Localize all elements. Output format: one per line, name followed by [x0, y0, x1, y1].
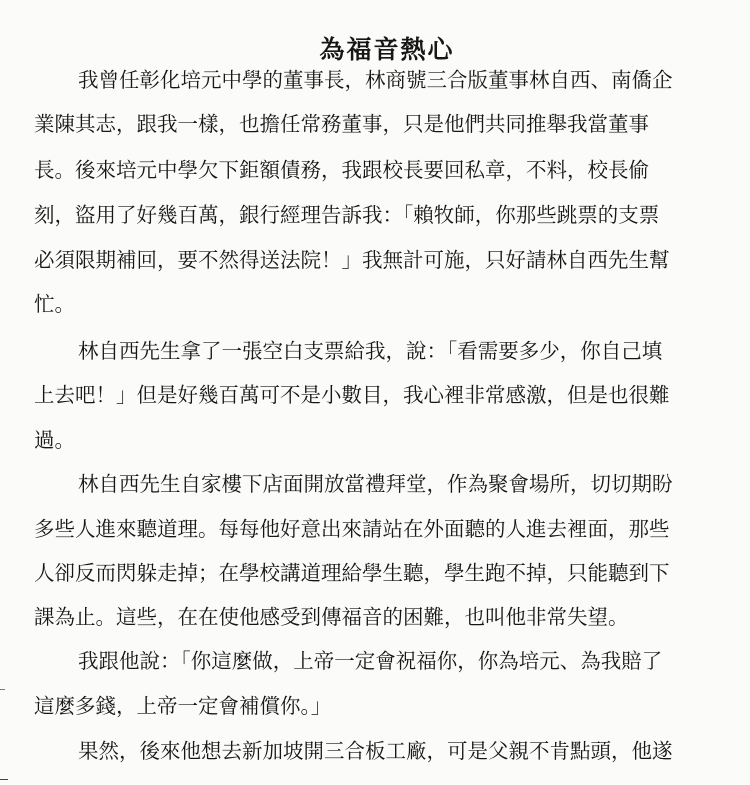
text-line: 我跟他說：「你這麼做，上帝一定會祝福你，你為培元、為我賠了: [78, 649, 663, 673]
text-line: 這麼多錢，上帝一定會補償你。」: [34, 694, 332, 718]
text-line: 忙。: [34, 292, 75, 316]
text-line: 多些人進來聽道理。每每他好意出來請站在外面聽的人進去裡面，那些: [34, 517, 670, 541]
text-line: 林自西先生自家樓下店面開放當禮拜堂，作為聚會場所，切切期盼: [78, 472, 673, 496]
scan-mark: [0, 689, 5, 690]
text-line: 林自西先生拿了一張空白支票給我，說：「看需要多少，你自己填: [78, 339, 663, 363]
scan-mark: [0, 779, 8, 780]
page-title: 為福音熱心: [319, 35, 455, 64]
text-line: 果然，後來他想去新加坡開三合板工廠，可是父親不肯點頭，他遂: [78, 739, 673, 763]
text-line: 課為止。這些，在在使他感受到傳福音的困難，也叫他非常失望。: [34, 605, 629, 629]
text-line: 長。後來培元中學欠下鉅額債務，我跟校長要回私章，不料，校長偷: [34, 158, 649, 182]
text-line: 必須限期補回，要不然得送法院！」我無計可施，只好請林自西先生幫: [34, 248, 670, 272]
text-line: 業陳其志，跟我一樣，也擔任常務董事，只是他們共同推舉我當董事: [34, 112, 649, 136]
text-line: 過。: [34, 428, 75, 452]
text-line: 刻，盜用了好幾百萬，銀行經理告訴我：「賴牧師，你那些跳票的支票: [34, 203, 660, 227]
text-line: 人卻反而閃躲走掉；在學校講道理給學生聽，學生跑不掉，只能聽到下: [34, 561, 670, 585]
text-line: 我曾任彰化培元中學的董事長，林商號三合版董事林自西、南僑企: [78, 68, 673, 92]
text-line: 上去吧！」但是好幾百萬可不是小數目，我心裡非常感激，但是也很難: [34, 383, 670, 407]
